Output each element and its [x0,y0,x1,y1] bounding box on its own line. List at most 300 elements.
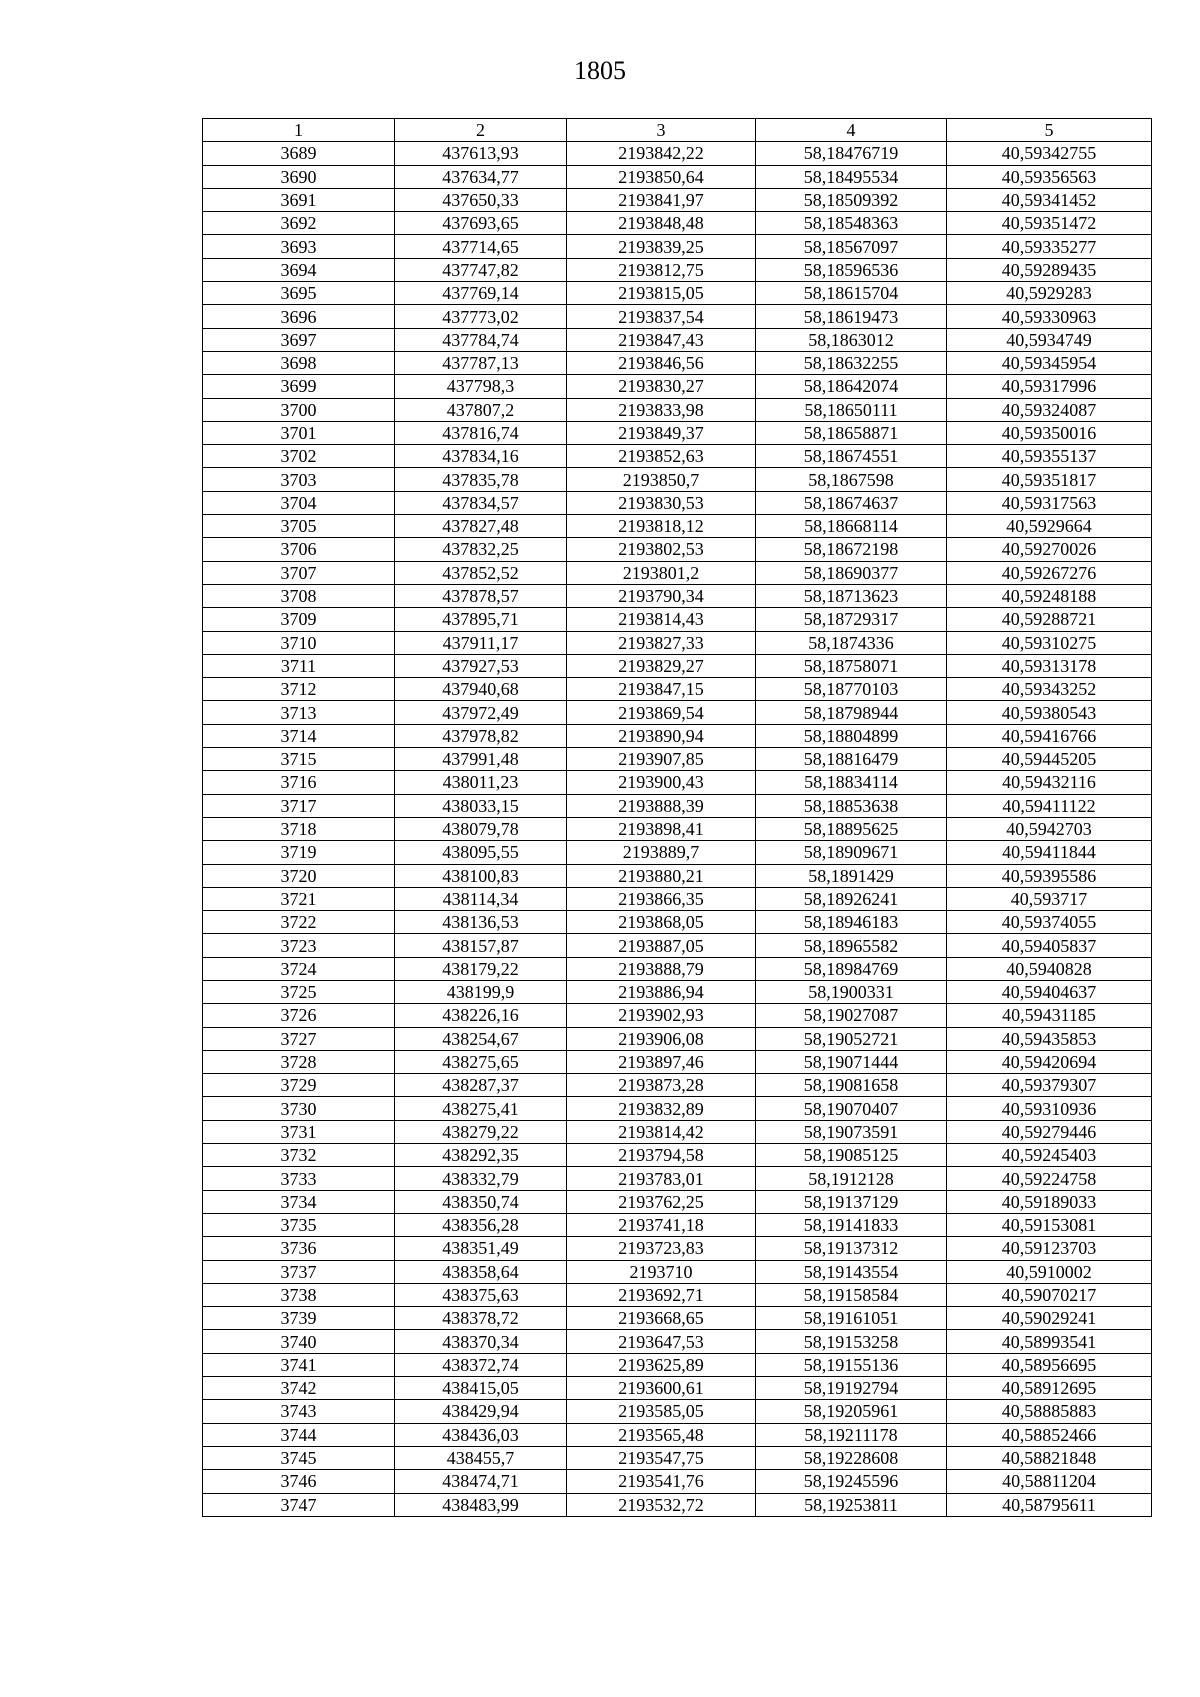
point-number-cell: 3698 [203,351,395,374]
x-coordinate-cell: 438436,03 [395,1423,567,1446]
x-coordinate-cell: 437895,71 [395,608,567,631]
y-coordinate-cell: 2193692,71 [567,1283,756,1306]
table-row [203,538,1152,561]
x-coordinate-cell: 438332,79 [395,1167,567,1190]
longitude-cell: 40,59224758 [947,1167,1152,1190]
longitude-cell: 40,59435853 [947,1027,1152,1050]
longitude-cell: 40,5929664 [947,515,1152,538]
y-coordinate-cell: 2193841,97 [567,188,756,211]
header-cell: 2 [395,119,567,142]
table-row [203,1027,1152,1050]
latitude-cell: 58,18690377 [756,561,947,584]
y-coordinate-cell: 2193873,28 [567,1074,756,1097]
latitude-cell: 58,18509392 [756,188,947,211]
latitude-cell: 58,1900331 [756,980,947,1003]
x-coordinate-cell: 438350,74 [395,1190,567,1213]
x-coordinate-cell: 437911,17 [395,631,567,654]
y-coordinate-cell: 2193846,56 [567,351,756,374]
x-coordinate-cell: 438033,15 [395,794,567,817]
y-coordinate-cell: 2193801,2 [567,561,756,584]
point-number-cell: 3713 [203,701,395,724]
x-coordinate-cell: 437693,65 [395,212,567,235]
y-coordinate-cell: 2193814,43 [567,608,756,631]
longitude-cell: 40,59270026 [947,538,1152,561]
x-coordinate-cell: 437835,78 [395,468,567,491]
point-number-cell: 3722 [203,911,395,934]
table-row [203,724,1152,747]
y-coordinate-cell: 2193585,05 [567,1400,756,1423]
y-coordinate-cell: 2193723,83 [567,1237,756,1260]
y-coordinate-cell: 2193541,76 [567,1470,756,1493]
latitude-cell: 58,18596536 [756,258,947,281]
table-row [203,165,1152,188]
table-row [203,515,1152,538]
x-coordinate-cell: 437878,57 [395,584,567,607]
point-number-cell: 3732 [203,1144,395,1167]
latitude-cell: 58,18476719 [756,142,947,165]
header-cell: 4 [756,119,947,142]
table-row [203,258,1152,281]
latitude-cell: 58,19085125 [756,1144,947,1167]
latitude-cell: 58,1912128 [756,1167,947,1190]
x-coordinate-cell: 437784,74 [395,328,567,351]
x-coordinate-cell: 437834,16 [395,445,567,468]
x-coordinate-cell: 437991,48 [395,748,567,771]
point-number-cell: 3746 [203,1470,395,1493]
latitude-cell: 58,18495534 [756,165,947,188]
longitude-cell: 40,59411122 [947,794,1152,817]
y-coordinate-cell: 2193847,15 [567,678,756,701]
x-coordinate-cell: 437834,57 [395,491,567,514]
point-number-cell: 3723 [203,934,395,957]
table-row [203,771,1152,794]
y-coordinate-cell: 2193547,75 [567,1446,756,1469]
longitude-cell: 40,59279446 [947,1120,1152,1143]
latitude-cell: 58,18816479 [756,748,947,771]
latitude-cell: 58,18567097 [756,235,947,258]
x-coordinate-cell: 438226,16 [395,1004,567,1027]
latitude-cell: 58,18895625 [756,817,947,840]
x-coordinate-cell: 437827,48 [395,515,567,538]
longitude-cell: 40,59356563 [947,165,1152,188]
longitude-cell: 40,59445205 [947,748,1152,771]
x-coordinate-cell: 437769,14 [395,282,567,305]
x-coordinate-cell: 438199,9 [395,980,567,1003]
latitude-cell: 58,18758071 [756,654,947,677]
table-row [203,934,1152,957]
x-coordinate-cell: 437714,65 [395,235,567,258]
longitude-cell: 40,58885883 [947,1400,1152,1423]
latitude-cell: 58,19153258 [756,1330,947,1353]
x-coordinate-cell: 438095,55 [395,841,567,864]
longitude-cell: 40,58811204 [947,1470,1152,1493]
latitude-cell: 58,18804899 [756,724,947,747]
y-coordinate-cell: 2193888,39 [567,794,756,817]
table-row [203,1260,1152,1283]
y-coordinate-cell: 2193902,93 [567,1004,756,1027]
point-number-cell: 3747 [203,1493,395,1516]
latitude-cell: 58,18729317 [756,608,947,631]
table-row [203,1446,1152,1469]
point-number-cell: 3702 [203,445,395,468]
coordinates-table [202,118,1152,1517]
table-row [203,1097,1152,1120]
point-number-cell: 3744 [203,1423,395,1446]
latitude-cell: 58,19027087 [756,1004,947,1027]
y-coordinate-cell: 2193600,61 [567,1377,756,1400]
y-coordinate-cell: 2193668,65 [567,1307,756,1330]
x-coordinate-cell: 437978,82 [395,724,567,747]
x-coordinate-cell: 438275,41 [395,1097,567,1120]
point-number-cell: 3740 [203,1330,395,1353]
y-coordinate-cell: 2193794,58 [567,1144,756,1167]
table-row [203,1237,1152,1260]
longitude-cell: 40,59380543 [947,701,1152,724]
x-coordinate-cell: 438483,99 [395,1493,567,1516]
x-coordinate-cell: 438372,74 [395,1353,567,1376]
longitude-cell: 40,5942703 [947,817,1152,840]
table-row [203,864,1152,887]
table-row [203,375,1152,398]
longitude-cell: 40,58993541 [947,1330,1152,1353]
point-number-cell: 3715 [203,748,395,771]
latitude-cell: 58,19211178 [756,1423,947,1446]
table-row [203,817,1152,840]
y-coordinate-cell: 2193762,25 [567,1190,756,1213]
x-coordinate-cell: 438279,22 [395,1120,567,1143]
latitude-cell: 58,19253811 [756,1493,947,1516]
page-number: 1805 [574,56,626,85]
y-coordinate-cell: 2193802,53 [567,538,756,561]
point-number-cell: 3734 [203,1190,395,1213]
longitude-cell: 40,59330963 [947,305,1152,328]
longitude-cell: 40,5929283 [947,282,1152,305]
latitude-cell: 58,19158584 [756,1283,947,1306]
longitude-cell: 40,59324087 [947,398,1152,421]
longitude-cell: 40,59379307 [947,1074,1152,1097]
x-coordinate-cell: 437927,53 [395,654,567,677]
x-coordinate-cell: 437798,3 [395,375,567,398]
table-row [203,1493,1152,1516]
table-row [203,212,1152,235]
point-number-cell: 3704 [203,491,395,514]
latitude-cell: 58,19205961 [756,1400,947,1423]
table-row [203,1470,1152,1493]
point-number-cell: 3730 [203,1097,395,1120]
longitude-cell: 40,59317563 [947,491,1152,514]
latitude-cell: 58,18965582 [756,934,947,957]
latitude-cell: 58,19070407 [756,1097,947,1120]
y-coordinate-cell: 2193837,54 [567,305,756,328]
point-number-cell: 3726 [203,1004,395,1027]
longitude-cell: 40,59345954 [947,351,1152,374]
y-coordinate-cell: 2193880,21 [567,864,756,887]
latitude-cell: 58,1891429 [756,864,947,887]
latitude-cell: 58,18926241 [756,887,947,910]
y-coordinate-cell: 2193907,85 [567,748,756,771]
longitude-cell: 40,59351472 [947,212,1152,235]
y-coordinate-cell: 2193741,18 [567,1213,756,1236]
longitude-cell: 40,59342755 [947,142,1152,165]
longitude-cell: 40,59310936 [947,1097,1152,1120]
latitude-cell: 58,1863012 [756,328,947,351]
latitude-cell: 58,18909671 [756,841,947,864]
table-row [203,421,1152,444]
header-row [203,119,1152,142]
longitude-cell: 40,58852466 [947,1423,1152,1446]
longitude-cell: 40,59395586 [947,864,1152,887]
y-coordinate-cell: 2193832,89 [567,1097,756,1120]
table-row [203,1283,1152,1306]
y-coordinate-cell: 2193812,75 [567,258,756,281]
table-row [203,1423,1152,1446]
longitude-cell: 40,59070217 [947,1283,1152,1306]
longitude-cell: 40,59317996 [947,375,1152,398]
y-coordinate-cell: 2193830,27 [567,375,756,398]
point-number-cell: 3731 [203,1120,395,1143]
y-coordinate-cell: 2193783,01 [567,1167,756,1190]
longitude-cell: 40,58795611 [947,1493,1152,1516]
point-number-cell: 3693 [203,235,395,258]
point-number-cell: 3736 [203,1237,395,1260]
table-row [203,911,1152,934]
latitude-cell: 58,1867598 [756,468,947,491]
point-number-cell: 3735 [203,1213,395,1236]
point-number-cell: 3690 [203,165,395,188]
point-number-cell: 3697 [203,328,395,351]
y-coordinate-cell: 2193888,79 [567,957,756,980]
point-number-cell: 3733 [203,1167,395,1190]
x-coordinate-cell: 437613,93 [395,142,567,165]
latitude-cell: 58,18984769 [756,957,947,980]
x-coordinate-cell: 438100,83 [395,864,567,887]
longitude-cell: 40,59350016 [947,421,1152,444]
table-row [203,235,1152,258]
table-row [203,561,1152,584]
longitude-cell: 40,59313178 [947,654,1152,677]
longitude-cell: 40,59420694 [947,1050,1152,1073]
table-row [203,1004,1152,1027]
point-number-cell: 3710 [203,631,395,654]
table-row [203,631,1152,654]
table-row [203,142,1152,165]
point-number-cell: 3712 [203,678,395,701]
x-coordinate-cell: 438429,94 [395,1400,567,1423]
table-row [203,468,1152,491]
longitude-cell: 40,59374055 [947,911,1152,934]
longitude-cell: 40,59335277 [947,235,1152,258]
longitude-cell: 40,59153081 [947,1213,1152,1236]
point-number-cell: 3717 [203,794,395,817]
longitude-cell: 40,59416766 [947,724,1152,747]
table-row [203,887,1152,910]
x-coordinate-cell: 438275,65 [395,1050,567,1073]
table-row [203,1144,1152,1167]
point-number-cell: 3703 [203,468,395,491]
longitude-cell: 40,58912695 [947,1377,1152,1400]
point-number-cell: 3708 [203,584,395,607]
point-number-cell: 3728 [203,1050,395,1073]
point-number-cell: 3741 [203,1353,395,1376]
longitude-cell: 40,59343252 [947,678,1152,701]
longitude-cell: 40,59411844 [947,841,1152,864]
x-coordinate-cell: 438179,22 [395,957,567,980]
y-coordinate-cell: 2193868,05 [567,911,756,934]
longitude-cell: 40,59029241 [947,1307,1152,1330]
point-number-cell: 3696 [203,305,395,328]
point-number-cell: 3714 [203,724,395,747]
x-coordinate-cell: 438287,37 [395,1074,567,1097]
x-coordinate-cell: 438375,63 [395,1283,567,1306]
table-row [203,1377,1152,1400]
latitude-cell: 58,18615704 [756,282,947,305]
x-coordinate-cell: 438079,78 [395,817,567,840]
x-coordinate-cell: 438358,64 [395,1260,567,1283]
longitude-cell: 40,593717 [947,887,1152,910]
point-number-cell: 3725 [203,980,395,1003]
point-number-cell: 3720 [203,864,395,887]
x-coordinate-cell: 438292,35 [395,1144,567,1167]
longitude-cell: 40,59404637 [947,980,1152,1003]
x-coordinate-cell: 438455,7 [395,1446,567,1469]
y-coordinate-cell: 2193890,94 [567,724,756,747]
point-number-cell: 3695 [203,282,395,305]
x-coordinate-cell: 437650,33 [395,188,567,211]
point-number-cell: 3692 [203,212,395,235]
longitude-cell: 40,59355137 [947,445,1152,468]
latitude-cell: 58,18650111 [756,398,947,421]
table-row [203,1190,1152,1213]
x-coordinate-cell: 437773,02 [395,305,567,328]
longitude-cell: 40,59245403 [947,1144,1152,1167]
point-number-cell: 3737 [203,1260,395,1283]
longitude-cell: 40,59248188 [947,584,1152,607]
point-number-cell: 3706 [203,538,395,561]
latitude-cell: 58,19245596 [756,1470,947,1493]
x-coordinate-cell: 438136,53 [395,911,567,934]
table-row [203,1307,1152,1330]
latitude-cell: 58,19052721 [756,1027,947,1050]
x-coordinate-cell: 438370,34 [395,1330,567,1353]
x-coordinate-cell: 438415,05 [395,1377,567,1400]
longitude-cell: 40,59189033 [947,1190,1152,1213]
header-cell: 1 [203,119,395,142]
x-coordinate-cell: 438351,49 [395,1237,567,1260]
table-row [203,188,1152,211]
y-coordinate-cell: 2193814,42 [567,1120,756,1143]
latitude-cell: 58,18619473 [756,305,947,328]
x-coordinate-cell: 437747,82 [395,258,567,281]
longitude-cell: 40,58821848 [947,1446,1152,1469]
y-coordinate-cell: 2193847,43 [567,328,756,351]
header-cell: 5 [947,119,1152,142]
latitude-cell: 58,18770103 [756,678,947,701]
x-coordinate-cell: 438157,87 [395,934,567,957]
table-row [203,654,1152,677]
x-coordinate-cell: 437972,49 [395,701,567,724]
y-coordinate-cell: 2193889,7 [567,841,756,864]
point-number-cell: 3742 [203,1377,395,1400]
table-row [203,748,1152,771]
y-coordinate-cell: 2193830,53 [567,491,756,514]
longitude-cell: 40,59341452 [947,188,1152,211]
table-row [203,794,1152,817]
x-coordinate-cell: 437940,68 [395,678,567,701]
latitude-cell: 58,19071444 [756,1050,947,1073]
longitude-cell: 40,58956695 [947,1353,1152,1376]
y-coordinate-cell: 2193897,46 [567,1050,756,1073]
latitude-cell: 58,19141833 [756,1213,947,1236]
latitude-cell: 58,1874336 [756,631,947,654]
table-row [203,445,1152,468]
x-coordinate-cell: 438378,72 [395,1307,567,1330]
table-row [203,398,1152,421]
latitude-cell: 58,19155136 [756,1353,947,1376]
point-number-cell: 3716 [203,771,395,794]
point-number-cell: 3699 [203,375,395,398]
longitude-cell: 40,59289435 [947,258,1152,281]
point-number-cell: 3691 [203,188,395,211]
latitude-cell: 58,18642074 [756,375,947,398]
x-coordinate-cell: 437852,52 [395,561,567,584]
point-number-cell: 3711 [203,654,395,677]
longitude-cell: 40,5934749 [947,328,1152,351]
latitude-cell: 58,19081658 [756,1074,947,1097]
latitude-cell: 58,18713623 [756,584,947,607]
y-coordinate-cell: 2193869,54 [567,701,756,724]
y-coordinate-cell: 2193815,05 [567,282,756,305]
latitude-cell: 58,19073591 [756,1120,947,1143]
y-coordinate-cell: 2193790,34 [567,584,756,607]
longitude-cell: 40,5910002 [947,1260,1152,1283]
y-coordinate-cell: 2193565,48 [567,1423,756,1446]
y-coordinate-cell: 2193833,98 [567,398,756,421]
point-number-cell: 3694 [203,258,395,281]
y-coordinate-cell: 2193647,53 [567,1330,756,1353]
longitude-cell: 40,59123703 [947,1237,1152,1260]
table-row [203,957,1152,980]
point-number-cell: 3738 [203,1283,395,1306]
point-number-cell: 3739 [203,1307,395,1330]
x-coordinate-cell: 437807,2 [395,398,567,421]
table-row [203,584,1152,607]
table-body [203,119,1152,1517]
y-coordinate-cell: 2193850,64 [567,165,756,188]
point-number-cell: 3718 [203,817,395,840]
point-number-cell: 3689 [203,142,395,165]
y-coordinate-cell: 2193842,22 [567,142,756,165]
longitude-cell: 40,59432116 [947,771,1152,794]
latitude-cell: 58,19137129 [756,1190,947,1213]
point-number-cell: 3721 [203,887,395,910]
latitude-cell: 58,18632255 [756,351,947,374]
point-number-cell: 3719 [203,841,395,864]
y-coordinate-cell: 2193532,72 [567,1493,756,1516]
table-row [203,282,1152,305]
longitude-cell: 40,59288721 [947,608,1152,631]
table-row [203,678,1152,701]
y-coordinate-cell: 2193818,12 [567,515,756,538]
point-number-cell: 3705 [203,515,395,538]
y-coordinate-cell: 2193887,05 [567,934,756,957]
table-row [203,305,1152,328]
table-row [203,608,1152,631]
x-coordinate-cell: 438011,23 [395,771,567,794]
longitude-cell: 40,59405837 [947,934,1152,957]
point-number-cell: 3727 [203,1027,395,1050]
latitude-cell: 58,19143554 [756,1260,947,1283]
y-coordinate-cell: 2193866,35 [567,887,756,910]
